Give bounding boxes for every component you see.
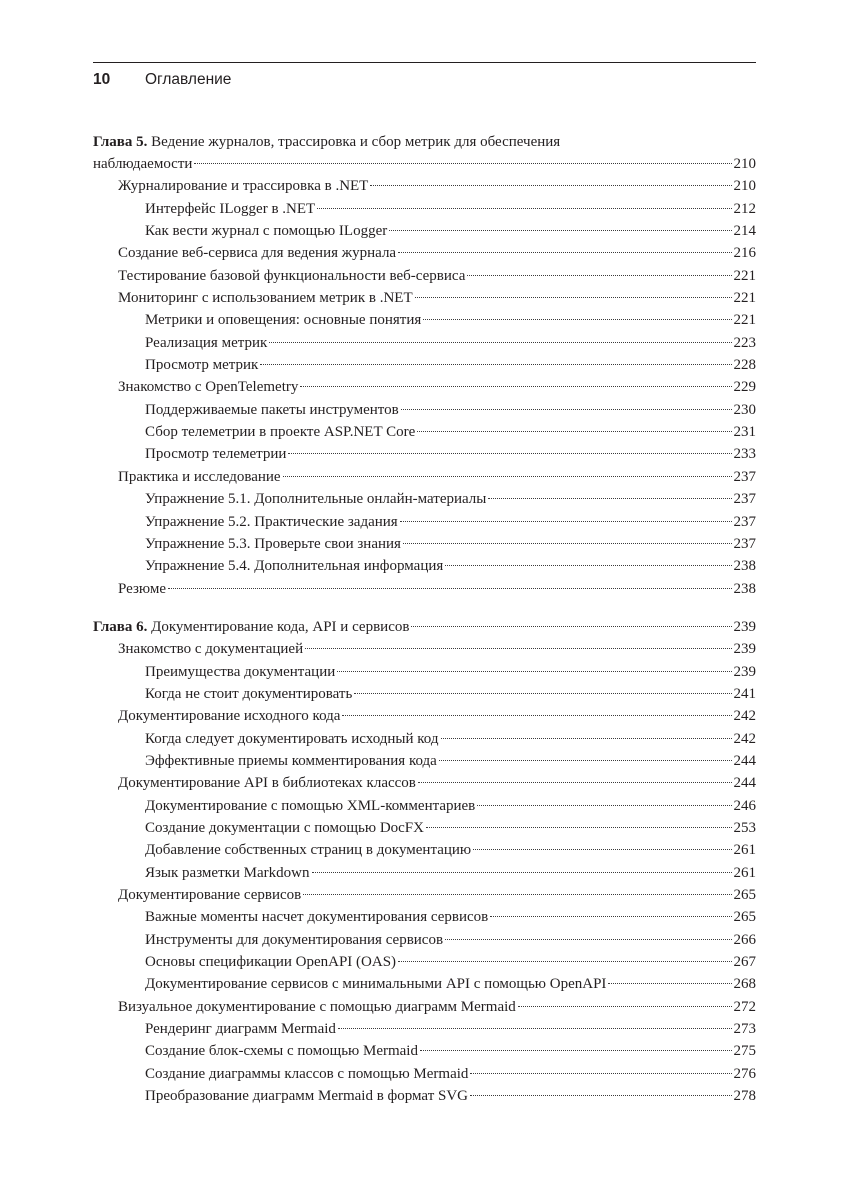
dot-leader xyxy=(338,1028,732,1029)
dot-leader xyxy=(260,364,731,365)
toc-subsection-entry[interactable] xyxy=(93,1040,756,1062)
toc-subsection-entry[interactable] xyxy=(93,683,756,705)
dot-leader xyxy=(441,738,732,739)
page-ref: 266 xyxy=(733,931,756,948)
chapter-label: Глава 5. xyxy=(93,134,148,150)
entry-title: Как вести журнал с помощью ILogger xyxy=(145,223,388,240)
entry-title: Реализация метрик xyxy=(145,334,268,351)
chapter-heading-text xyxy=(93,616,409,638)
toc-subsection-entry[interactable] xyxy=(93,795,756,817)
entry-title: Практика и исследование xyxy=(118,468,281,485)
page-ref: 238 xyxy=(733,558,756,575)
chapter-title-continued: наблюдаемости xyxy=(93,156,193,172)
entry-title: Знакомство с документацией xyxy=(118,641,304,658)
page-ref: 238 xyxy=(733,580,756,597)
entry-title: Преимущества документации xyxy=(145,663,336,680)
dot-leader xyxy=(389,230,731,231)
page-ref: 221 xyxy=(733,290,756,307)
page-ref: 237 xyxy=(733,491,756,508)
page-ref: 244 xyxy=(733,775,756,792)
page-ref: 216 xyxy=(733,245,756,262)
entry-title: Журналирование и трассировка в .NET xyxy=(118,178,369,195)
toc-subsection-entry[interactable] xyxy=(93,817,756,839)
toc-section-entry[interactable] xyxy=(93,578,756,600)
dot-leader xyxy=(420,1050,732,1051)
entry-title: Когда не стоит документировать xyxy=(145,685,353,702)
entry-title: Поддерживаемые пакеты инструментов xyxy=(145,401,399,418)
toc-section-entry[interactable] xyxy=(93,884,756,906)
toc-section-entry[interactable] xyxy=(93,772,756,794)
entry-title: Инструменты для документирования сервисов xyxy=(145,931,444,948)
page-ref: 261 xyxy=(733,842,756,859)
dot-leader xyxy=(439,760,732,761)
dot-leader xyxy=(467,275,731,276)
entry-title: Упражнение 5.4. Дополнительная информация xyxy=(145,558,444,575)
entry-title: Упражнение 5.1. Дополнительные онлайн-материалы xyxy=(145,491,487,508)
dot-leader xyxy=(288,453,731,454)
table-of-contents xyxy=(93,132,756,1123)
dot-leader xyxy=(283,476,732,477)
page-ref: 237 xyxy=(733,513,756,530)
entry-title: Документирование сервисов с минимальными API с помощью OpenAPI xyxy=(145,976,607,993)
entry-title: Преобразование диаграмм Mermaid в формат SVG xyxy=(145,1088,469,1105)
dot-leader xyxy=(411,626,731,627)
toc-section-entry[interactable] xyxy=(93,175,756,197)
page-ref: 241 xyxy=(733,685,756,702)
dot-leader xyxy=(370,185,731,186)
entry-title: Просмотр телеметрии xyxy=(145,446,287,463)
entry-title: Когда следует документировать исходный код xyxy=(145,730,439,747)
dot-leader xyxy=(401,409,732,410)
page-ref: 221 xyxy=(733,312,756,329)
dot-leader xyxy=(477,805,731,806)
chapter-heading-entry[interactable] xyxy=(93,616,756,638)
toc-subsection-entry[interactable] xyxy=(93,488,756,510)
toc-subsection-entry[interactable] xyxy=(93,533,756,555)
entry-title: Сбор телеметрии в проекте ASP.NET Core xyxy=(145,424,416,441)
entry-title: Мониторинг с использованием метрик в .NET xyxy=(118,290,413,307)
toc-subsection-entry[interactable] xyxy=(93,750,756,772)
page-ref: 212 xyxy=(733,200,756,217)
dot-leader xyxy=(445,565,731,566)
dot-leader xyxy=(518,1006,732,1007)
page-ref: 268 xyxy=(733,976,756,993)
page-ref: 230 xyxy=(733,401,756,418)
dot-leader xyxy=(312,872,732,873)
entry-title: Добавление собственных страниц в документацию xyxy=(145,842,472,859)
page-ref: 276 xyxy=(733,1065,756,1082)
toc-subsection-entry[interactable] xyxy=(93,399,756,421)
chapter-block xyxy=(93,132,756,600)
chapter-heading-entry[interactable] xyxy=(93,153,756,175)
dot-leader xyxy=(168,588,731,589)
entry-title: Основы спецификации OpenAPI (OAS) xyxy=(145,954,397,971)
page-ref: 275 xyxy=(733,1043,756,1060)
entry-title: Тестирование базовой функциональности веб-сервиса xyxy=(118,267,466,284)
toc-subsection-entry[interactable] xyxy=(93,511,756,533)
entry-title: Резюме xyxy=(118,580,167,597)
page-ref: 214 xyxy=(733,223,756,240)
dot-leader xyxy=(445,939,731,940)
toc-subsection-entry[interactable] xyxy=(93,951,756,973)
page-ref: 221 xyxy=(733,267,756,284)
page-ref: 267 xyxy=(733,954,756,971)
toc-subsection-entry[interactable] xyxy=(93,309,756,331)
page-ref: 228 xyxy=(733,357,756,374)
dot-leader xyxy=(473,849,731,850)
toc-subsection-entry[interactable] xyxy=(93,906,756,928)
running-head xyxy=(93,62,756,97)
dot-leader xyxy=(342,715,731,716)
entry-title: Интерфейс ILogger в .NET xyxy=(145,200,316,217)
toc-subsection-entry[interactable] xyxy=(93,973,756,995)
page-ref: 246 xyxy=(733,797,756,814)
page-ref: 242 xyxy=(733,708,756,725)
entry-title: Документирование с помощью XML-комментариев xyxy=(145,797,476,814)
page-ref: 237 xyxy=(733,468,756,485)
page-ref: 231 xyxy=(733,424,756,441)
page-number: 10 xyxy=(93,71,111,88)
entry-title: Документирование сервисов xyxy=(118,887,302,903)
toc-subsection-entry[interactable] xyxy=(93,443,756,465)
chapter-block xyxy=(93,616,756,1108)
chapter-title: Ведение журналов, трассировка и сбор метрик для обеспечения xyxy=(151,134,561,150)
entry-title: Создание блок-схемы с помощью Mermaid xyxy=(145,1043,418,1060)
toc-subsection-entry[interactable] xyxy=(93,661,756,683)
entry-title: Важные моменты насчет документирования сервисов xyxy=(145,909,489,926)
chapter-heading-line xyxy=(93,132,756,153)
toc-section-entry[interactable] xyxy=(93,996,756,1018)
dot-leader xyxy=(337,671,731,672)
entry-title: Метрики и оповещения: основные понятия xyxy=(145,312,422,329)
toc-subsection-entry[interactable] xyxy=(93,1063,756,1085)
toc-section-entry[interactable] xyxy=(93,376,756,398)
toc-subsection-entry[interactable] xyxy=(93,421,756,443)
toc-subsection-entry[interactable] xyxy=(93,728,756,750)
entry-title: Создание диаграммы классов с помощью Mermaid xyxy=(145,1065,469,1082)
entry-title: Знакомство с OpenTelemetry xyxy=(118,379,299,396)
toc-subsection-entry[interactable] xyxy=(93,1085,756,1107)
page-ref: 261 xyxy=(733,864,756,881)
entry-title: Язык разметки Markdown xyxy=(145,864,310,881)
page-ref: 278 xyxy=(733,1088,756,1105)
page-ref: 242 xyxy=(733,730,756,747)
dot-leader xyxy=(305,648,731,649)
dot-leader xyxy=(417,431,731,432)
page-ref: 223 xyxy=(733,334,756,351)
running-title: Оглавление xyxy=(145,71,232,88)
toc-subsection-entry[interactable] xyxy=(93,220,756,242)
dot-leader xyxy=(400,521,732,522)
toc-subsection-entry[interactable] xyxy=(93,198,756,220)
dot-leader xyxy=(303,894,731,895)
toc-subsection-entry[interactable] xyxy=(93,862,756,884)
toc-section-entry[interactable] xyxy=(93,638,756,660)
page-ref: 244 xyxy=(733,752,756,769)
toc-section-entry[interactable] xyxy=(93,705,756,727)
page-ref: 253 xyxy=(733,819,756,836)
dot-leader xyxy=(426,827,732,828)
page-ref: 210 xyxy=(733,178,756,195)
page-ref: 233 xyxy=(733,446,756,463)
page-ref: 210 xyxy=(733,156,756,172)
chapter-label: Глава 6. xyxy=(93,618,148,635)
entry-title: Создание веб-сервиса для ведения журнала xyxy=(118,245,397,262)
page-ref: 272 xyxy=(733,998,756,1015)
page-ref: 265 xyxy=(733,887,756,903)
entry-title: Документирование API в библиотеках классов xyxy=(118,775,416,792)
page-ref: 237 xyxy=(733,535,756,552)
entry-title: Визуальное документирование с помощью диаграмм Mermaid xyxy=(118,998,516,1015)
page-ref: 239 xyxy=(733,663,756,680)
dot-leader xyxy=(398,252,731,253)
dot-leader xyxy=(418,782,732,783)
toc-subsection-entry[interactable] xyxy=(93,1018,756,1040)
dot-leader xyxy=(300,386,731,387)
toc-subsection-entry[interactable] xyxy=(93,929,756,951)
toc-section-entry[interactable] xyxy=(93,242,756,264)
page-ref: 265 xyxy=(733,909,756,926)
entry-title: Рендеринг диаграмм Mermaid xyxy=(145,1021,336,1038)
dot-leader xyxy=(269,342,731,343)
entry-title: Создание документации с помощью DocFX xyxy=(145,819,424,836)
dot-leader xyxy=(415,297,732,298)
toc-subsection-entry[interactable] xyxy=(93,332,756,354)
dot-leader xyxy=(354,693,731,694)
page-ref: 229 xyxy=(733,379,756,396)
page-ref: 239 xyxy=(733,618,756,635)
entry-title: Эффективные приемы комментирования кода xyxy=(145,752,437,769)
toc-section-entry[interactable] xyxy=(93,265,756,287)
entry-title: Документирование исходного кода xyxy=(118,708,341,725)
entry-title: Просмотр метрик xyxy=(145,357,259,374)
toc-subsection-entry[interactable] xyxy=(93,354,756,376)
dot-leader xyxy=(490,916,731,917)
dot-leader xyxy=(470,1073,731,1074)
dot-leader xyxy=(470,1095,731,1096)
page-ref: 273 xyxy=(733,1021,756,1038)
dot-leader xyxy=(423,319,731,320)
entry-title: Упражнение 5.3. Проверьте свои знания xyxy=(145,535,401,552)
chapter-title: Документирование кода, API и сервисов xyxy=(151,618,410,635)
dot-leader xyxy=(403,543,732,544)
toc-subsection-entry[interactable] xyxy=(93,555,756,577)
dot-leader xyxy=(194,163,731,164)
toc-section-entry[interactable] xyxy=(93,466,756,488)
page-ref: 239 xyxy=(733,641,756,658)
dot-leader xyxy=(488,498,731,499)
toc-section-entry[interactable] xyxy=(93,287,756,309)
dot-leader xyxy=(608,983,731,984)
dot-leader xyxy=(317,208,731,209)
toc-subsection-entry[interactable] xyxy=(93,839,756,861)
entry-title: Упражнение 5.2. Практические задания xyxy=(145,513,398,530)
dot-leader xyxy=(398,961,731,962)
